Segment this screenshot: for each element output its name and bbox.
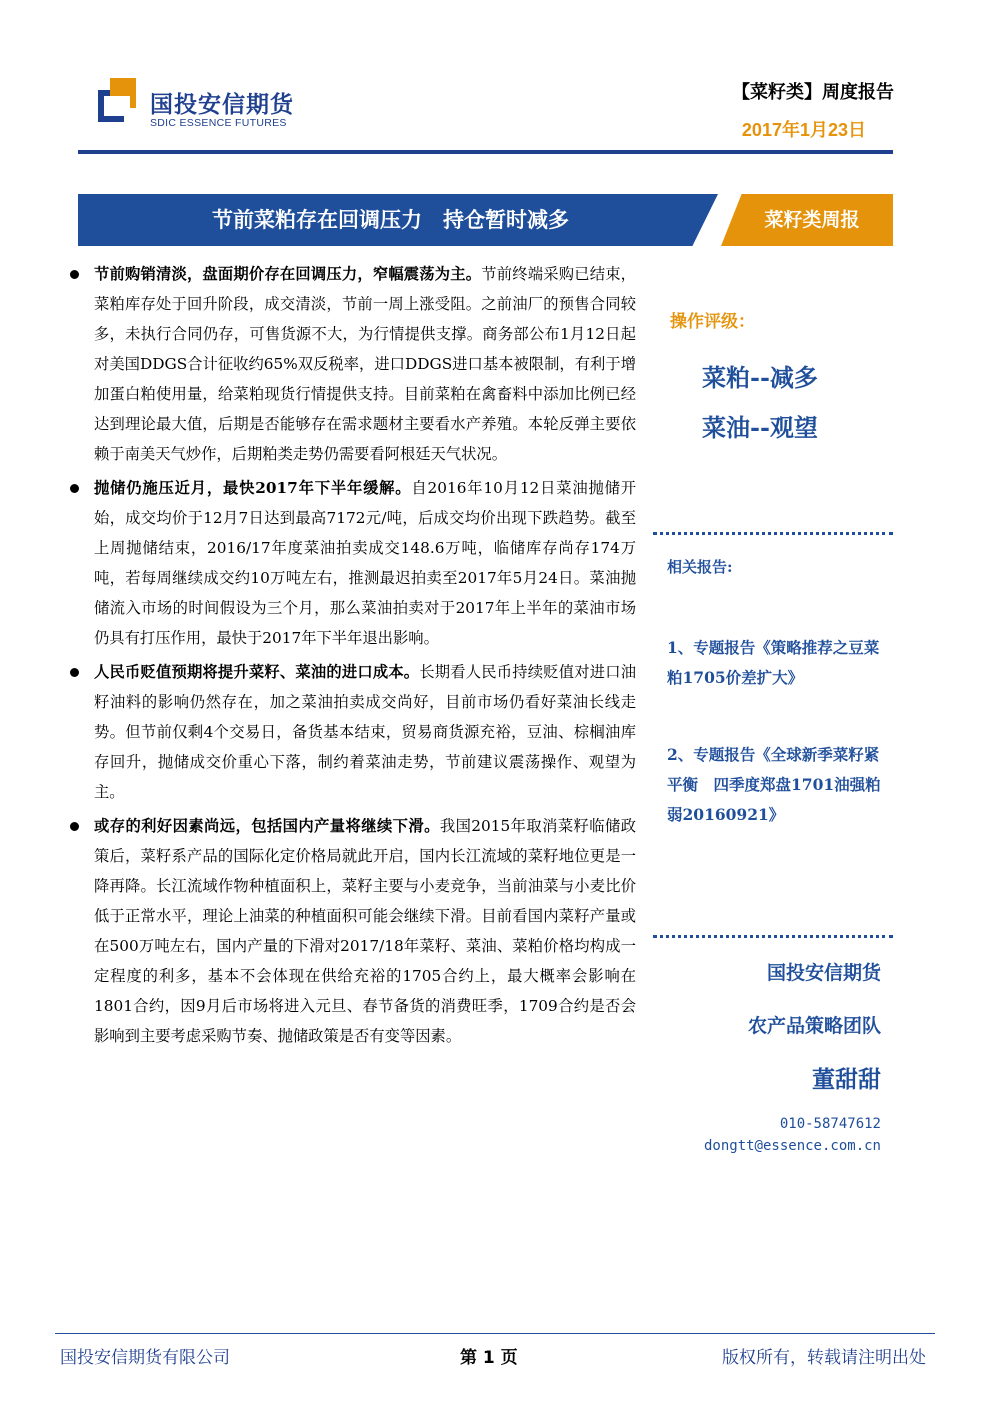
logo-text-en: SDIC ESSENCE FUTURES [150,117,287,129]
logo-text-cn: 国投安信期货 [150,92,294,118]
copyright-notice: 版权所有，转载请注明出处 [722,1348,926,1368]
related-report-link[interactable]: 2、专题报告《全球新季菜籽紧平衡 四季度郑盘1701油强粕弱20160921》 [667,745,881,824]
company-name: 国投安信期货 [766,962,881,984]
paragraph-text: 节前终端采购已结束，菜粕库存处于回升阶段，成交清淡，节前一周上涨受阻。之前油厂的预售合同较多，未执行合同仍存，可售货源不大，为行情提供支撑。商务部公布1月12日起对美国DDGS合计征收约65%双反税率，进口DDGS进口基本被限制，有利于增加蛋白粕使用量，给菜粕现货行情提供支持。目前菜粕在禽畜料中添加比例已经达到理论最大值，后期是否能够存在需求题材主要看水产养殖。本轮反弹主要依赖于南美天气炒作，后期粕类走势仍需要看阿根廷天气状况。 [94,265,636,463]
bullet-icon [70,484,79,493]
bullet-icon [70,270,79,279]
header-divider [78,150,893,154]
paragraph-lead: 或存的利好因素尚远，包括国内产量将继续下滑。 [94,817,440,835]
author-name: 董甜甜 [812,1067,881,1093]
related-report-link[interactable]: 1、专题报告《策略推荐之豆菜粕1705价差扩大》 [667,638,880,687]
footer-divider [55,1333,935,1334]
author-phone: 010-58747612 [779,1116,881,1132]
report-type: 【菜籽类】周度报告 [732,82,894,103]
sidebar-divider [653,935,893,938]
rating-label: 操作评级： [670,312,755,332]
sidebar-divider [653,532,893,535]
report-title: 节前菜粕存在回调压力 持仓暂时减多 [212,207,569,232]
bullet-paragraph [70,657,636,807]
category-tag: 菜籽类周报 [764,209,860,231]
paragraph-lead: 节前购销清淡，盘面期价存在回调压力，窄幅震荡为主。 [94,265,482,283]
bullet-paragraph [70,473,636,653]
related-reports-label: 相关报告: [667,558,733,576]
paragraph-lead: 抛储仍施压近月，最快2017年下半年缓解。 [94,479,412,497]
report-body [70,259,636,1055]
bullet-paragraph [70,811,636,1051]
rating-oil: 菜油--观望 [702,413,818,442]
footer-company: 国投安信期货有限公司 [60,1348,230,1368]
company-logo [98,78,138,126]
paragraph-lead: 人民币贬值预期将提升菜籽、菜油的进口成本。 [94,663,420,681]
page-number: 第 1 页 [460,1348,518,1368]
paragraph-text: 自2016年10月12日菜油抛储开始，成交均价于12月7日达到最高7172元/吨，后成交均价出现下跌趋势。截至上周抛储结束，2016/17年度菜油拍卖成交148.6万吨，临储库存尚存174万吨，若每周继续成交约10万吨左右，推测最迟拍卖至2017年5月24日。菜油抛储流入市场的时间假设为三个月，那么菜油拍卖对于2017年上半年的菜油市场仍具有打压作用，最快于2017年下半年退出影响。 [94,479,636,647]
paragraph-text: 长期看人民币持续贬值对进口油籽油料的影响仍然存在，加之菜油拍卖成交尚好，目前市场仍看好菜油长线走势。但节前仅剩4个交易日，备货基本结束，贸易商货源充裕，豆油、棕榈油库存回升，抛储成交价重心下落，制约着菜油走势，节前建议震荡操作、观望为主。 [94,663,636,801]
rating-meal: 菜粕--减多 [702,363,818,392]
author-email[interactable]: dongtt@essence.com.cn [703,1138,881,1154]
bullet-icon [70,668,79,677]
paragraph-text: 我国2015年取消菜籽临储政策后，菜籽系产品的国际化定价格局就此开启，国内长江流域的菜籽地位更是一降再降。长江流域作物种植面积上，菜籽主要与小麦竞争，当前油菜与小麦比价低于正常水平，理论上油菜的种植面积可能会继续下滑。目前看国内菜籽产量或在500万吨左右，国内产量的下滑对2017/18年菜籽、菜油、菜粕价格均构成一定程度的利多，基本不会体现在供给充裕的1705合约上，最大概率会影响在1801合约，因9月后市场将进入元旦、春节备货的消费旺季，1709合约是否会影响到主要考虑采购节奏、抛储政策是否有变等因素。 [94,817,636,1045]
team-name: 农产品策略团队 [747,1015,881,1037]
report-date: 2017年1月23日 [741,120,866,140]
bullet-paragraph [70,259,636,469]
bullet-icon [70,822,79,831]
